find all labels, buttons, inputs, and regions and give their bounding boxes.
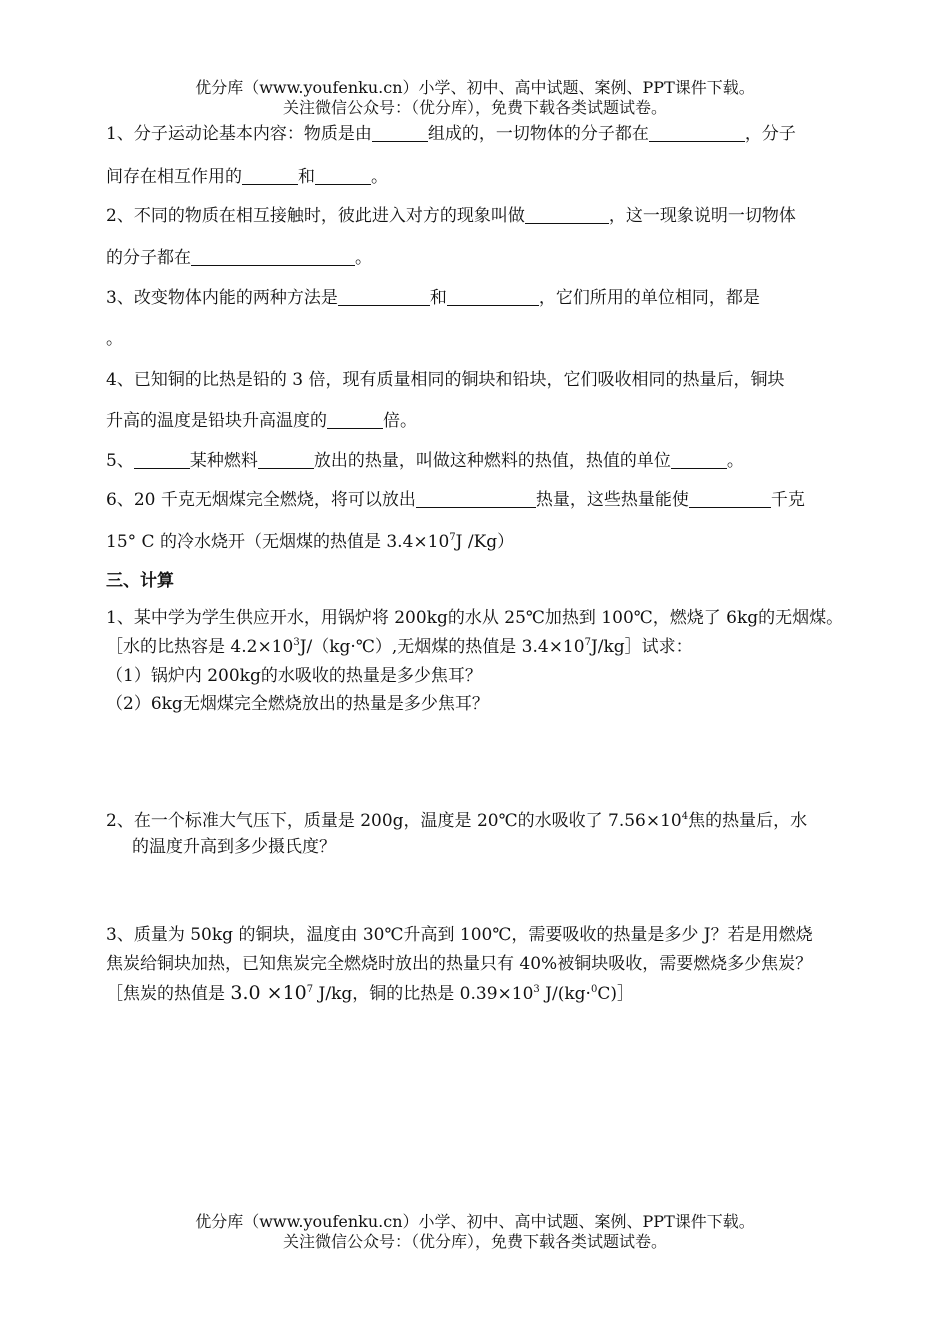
q1-text-b: 组成的，一切物体的分子都在 xyxy=(427,124,649,144)
q4-text-a: 4、已知铜的比热是铅的 3 倍，现有质量相同的铜块和铅块，它们吸收相同的热量后，铜块 xyxy=(106,370,785,390)
q4-text-c: 倍。 xyxy=(383,411,417,431)
q1-blank-3[interactable] xyxy=(242,167,298,185)
question-4-line-1 xyxy=(106,369,784,391)
calc-3-exp-2: 3 xyxy=(533,984,540,995)
q6-text-d: 15° C 的冷水烧开（无烟煤的热值是 3.4×10 xyxy=(106,532,450,552)
calc-3-line-2: 焦炭给铜块加热，已知焦炭完全燃烧时放出的热量只有 40%被铜块吸收，需要燃烧多少焦炭？ xyxy=(106,954,813,974)
header-line-1: 优分库（www.youfenku.cn）小学、初中、高中试题、案例、PPT课件下载。 xyxy=(195,78,755,97)
header-line-2: 关注微信公众号：（优分库），免费下载各类试题试卷。 xyxy=(282,98,667,117)
q5-text-d: 。 xyxy=(726,451,744,471)
footer-line-2: 关注微信公众号：（优分库），免费下载各类试题试卷。 xyxy=(282,1232,667,1251)
calc-1-line-2 xyxy=(106,636,693,658)
q3-text-d: 。 xyxy=(106,329,123,349)
calc-3-text-c: J/(kg· xyxy=(539,984,591,1004)
question-2-line-2 xyxy=(106,247,372,269)
q2-text-a: 2、不同的物质在相互接触时，彼此进入对方的现象叫做 xyxy=(106,206,525,226)
q4-blank-1[interactable] xyxy=(327,411,383,429)
q1-blank-4[interactable] xyxy=(315,167,371,185)
q6-blank-2[interactable] xyxy=(689,490,771,508)
q3-text-c: ，它们所用的单位相同，都是 xyxy=(538,288,760,308)
q1-text-c: ，分子 xyxy=(744,124,796,144)
question-6-line-1 xyxy=(106,489,805,511)
q6-exponent: 7 xyxy=(449,532,456,543)
calc-2-line-1 xyxy=(106,810,807,832)
q6-text-a: 6、20 千克无烟煤完全燃烧，将可以放出 xyxy=(106,490,416,510)
q1-text-e: 和 xyxy=(298,167,315,187)
q6-text-c: 千克 xyxy=(770,490,805,510)
calc-1-exp-2: 7 xyxy=(584,637,591,648)
q6-text-b: 热量，这些热量能使 xyxy=(535,490,689,510)
q5-blank-3[interactable] xyxy=(671,451,727,469)
q2-blank-2[interactable] xyxy=(191,248,355,266)
q3-blank-1[interactable] xyxy=(338,288,430,306)
q3-text-a: 3、改变物体内能的两种方法是 xyxy=(106,288,338,308)
question-1-line-2 xyxy=(106,166,388,188)
q1-text-f: 。 xyxy=(371,167,388,187)
calc-2-text-a: 2、在一个标准大气压下，质量是 200g，温度是 20℃的水吸收了 7.56×10 xyxy=(106,811,682,831)
calc-3-exp-1: 7 xyxy=(306,984,314,995)
calc-3-text-d: C)］ xyxy=(597,984,634,1004)
calc-3-text-a: ［焦炭的热值是 xyxy=(106,984,231,1004)
q5-text-c: 放出的热量，叫做这种燃料的热值，热值的单位 xyxy=(313,451,671,471)
calc-1-sub-2: （2）6kg无烟煤完全燃烧放出的热量是多少焦耳？ xyxy=(106,694,489,714)
question-2-line-1 xyxy=(106,205,796,227)
q3-blank-2[interactable] xyxy=(447,288,539,306)
calc-3-line-1: 3、质量为 50kg 的铜块，温度由 30℃升高到 100℃，需要吸收的热量是多少 J？若是用燃烧 xyxy=(106,925,813,945)
question-6-line-2 xyxy=(106,531,514,553)
calc-2-line-2: 的温度升高到多少摄氏度？ xyxy=(132,837,336,857)
q1-text-d: 间存在相互作用的 xyxy=(106,167,242,187)
q5-text-a: 5、 xyxy=(106,451,134,471)
calc-3-line-3 xyxy=(106,982,634,1005)
q3-text-b: 和 xyxy=(429,288,447,308)
calc-1-sub-1: （1）锅炉内 200kg的水吸收的热量是多少焦耳？ xyxy=(106,666,482,686)
q2-text-d: 。 xyxy=(355,248,372,268)
q6-blank-1[interactable] xyxy=(416,490,536,508)
section-title: 三、计算 xyxy=(106,571,174,591)
calc-1-line-1: 1、某中学为学生供应开水，用锅炉将 200kg的水从 25℃加热到 100℃，燃烧了 6kg的无烟煤。 xyxy=(106,608,844,628)
question-4-line-2 xyxy=(106,410,417,432)
question-5-line-1 xyxy=(106,450,744,472)
question-3-line-1 xyxy=(106,287,760,309)
q1-text-a: 1、分子运动论基本内容：物质是由 xyxy=(106,124,372,144)
calc-2-exp: 4 xyxy=(681,811,689,822)
calc-3-exp-3: 0 xyxy=(590,984,598,995)
calc-1-text-c: J/kg］试求： xyxy=(590,637,693,657)
calc-3-coke-value: 3.0 ×10 xyxy=(230,982,307,1004)
question-1-line-1 xyxy=(106,123,796,145)
calc-2-text-b: 焦的热量后，水 xyxy=(688,811,808,831)
q1-blank-1[interactable] xyxy=(372,124,428,142)
calc-1-text-b: J/（kg·℃）,无烟煤的热值是 3.4×10 xyxy=(299,637,585,657)
calc-1-exp-1: 3 xyxy=(293,637,300,648)
q5-blank-1[interactable] xyxy=(134,451,190,469)
q5-blank-2[interactable] xyxy=(258,451,314,469)
footer-line-1: 优分库（www.youfenku.cn）小学、初中、高中试题、案例、PPT课件下载。 xyxy=(195,1212,755,1231)
q4-text-b: 升高的温度是铅块升高温度的 xyxy=(106,411,327,431)
q1-blank-2[interactable] xyxy=(649,124,745,142)
q2-blank-1[interactable] xyxy=(525,206,609,224)
q5-text-b: 某种燃料 xyxy=(189,451,258,471)
q2-text-b: ，这一现象说明一切物体 xyxy=(608,206,796,226)
question-3-line-2 xyxy=(106,328,123,350)
calc-3-text-b: J/kg，铜的比热是 0.39×10 xyxy=(313,984,534,1004)
q2-text-c: 的分子都在 xyxy=(106,248,191,268)
q6-text-e: J /Kg） xyxy=(455,532,515,552)
calc-1-text-a: ［水的比热容是 4.2×10 xyxy=(106,637,294,657)
